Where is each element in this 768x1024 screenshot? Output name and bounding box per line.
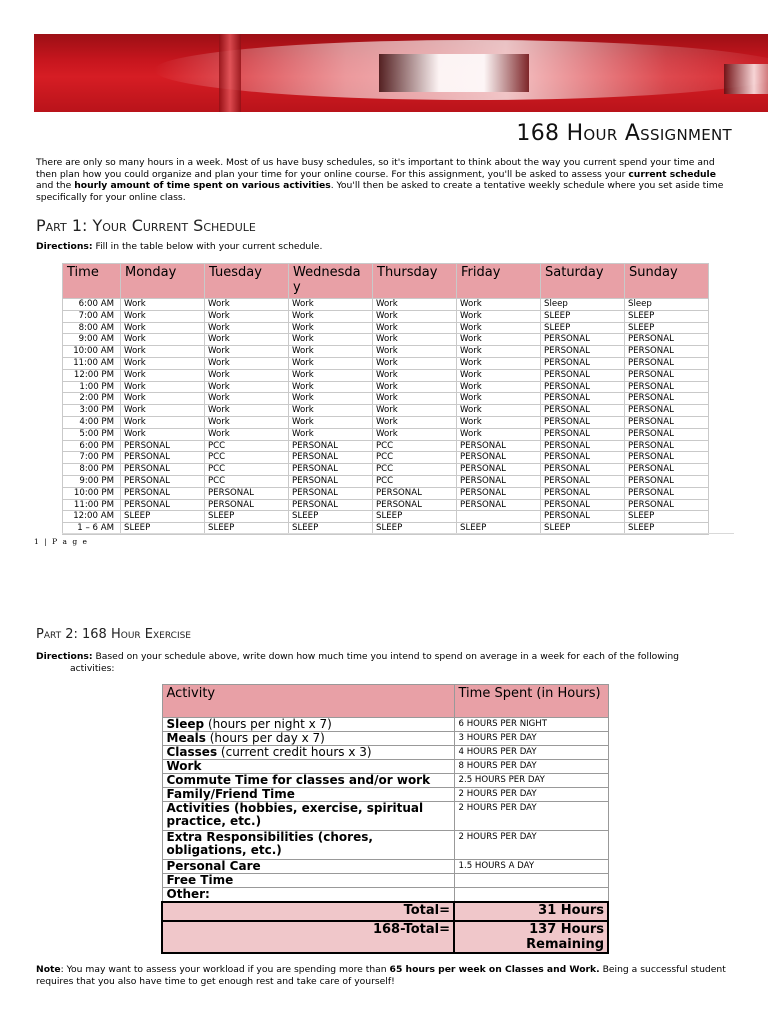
time-spent-cell[interactable]: 2 HOURS PER DAY — [454, 788, 608, 802]
schedule-cell: Work — [289, 322, 373, 334]
schedule-row — [63, 346, 709, 358]
schedule-cell: Work — [373, 322, 457, 334]
schedule-cell: Work — [457, 416, 541, 428]
part1-heading: Part 1: Your Current Schedule — [36, 216, 256, 235]
schedule-cell: Work — [289, 357, 373, 369]
schedule-cell: PCC — [205, 440, 289, 452]
schedule-cell: Work — [205, 393, 289, 405]
schedule-cell: PERSONAL — [121, 475, 205, 487]
schedule-cell: SLEEP — [289, 523, 373, 535]
remaining-label: 168-Total= — [162, 921, 454, 953]
schedule-cell: PERSONAL — [541, 440, 625, 452]
time-spent-cell[interactable]: 2 HOURS PER DAY — [454, 802, 608, 831]
schedule-cell: SLEEP — [625, 322, 709, 334]
intro-text: There are only so many hours in a week. Most of us have busy schedules, so it's important to think about the way you current spend your time and then plan how you could organize and plan your time for your online course. For this assignment, you'll be asked to assess your — [36, 157, 715, 180]
activity-label — [162, 802, 454, 831]
schedule-cell: PERSONAL — [289, 475, 373, 487]
schedule-row — [63, 310, 709, 322]
schedule-cell: Work — [205, 346, 289, 358]
schedule-row — [63, 322, 709, 334]
schedule-cell: PERSONAL — [373, 499, 457, 511]
schedule-cell: Work — [457, 334, 541, 346]
total-value: 31 Hours — [454, 902, 608, 921]
schedule-cell: Work — [121, 310, 205, 322]
schedule-cell: Work — [457, 322, 541, 334]
schedule-cell: SLEEP — [541, 322, 625, 334]
schedule-cell: PERSONAL — [541, 499, 625, 511]
schedule-cell: PERSONAL — [541, 416, 625, 428]
activity-detail: (hours per day x 7) — [205, 731, 325, 745]
schedule-cell: PERSONAL — [121, 464, 205, 476]
activity-row — [162, 746, 608, 760]
activity-label — [162, 718, 454, 732]
schedule-cell: Work — [121, 357, 205, 369]
schedule-cell: Work — [289, 346, 373, 358]
schedule-cell: Work — [373, 369, 457, 381]
activity-label — [162, 788, 454, 802]
schedule-cell — [457, 511, 541, 523]
time-spent-cell[interactable] — [454, 874, 608, 888]
directions-label: Directions: — [36, 651, 93, 662]
schedule-row — [63, 511, 709, 523]
activity-row — [162, 718, 608, 732]
schedule-cell: PERSONAL — [541, 334, 625, 346]
activity-row — [162, 774, 608, 788]
schedule-cell: Work — [205, 322, 289, 334]
schedule-cell: Work — [289, 369, 373, 381]
schedule-row — [63, 393, 709, 405]
schedule-cell: SLEEP — [541, 310, 625, 322]
schedule-cell: PERSONAL — [541, 428, 625, 440]
activity-name: Sleep — [166, 717, 205, 731]
schedule-cell: PERSONAL — [541, 405, 625, 417]
time-cell: 5:00 PM — [63, 428, 121, 440]
schedule-cell: PERSONAL — [289, 464, 373, 476]
schedule-cell: Work — [457, 428, 541, 440]
schedule-row — [63, 452, 709, 464]
schedule-cell: Work — [289, 416, 373, 428]
schedule-cell: PERSONAL — [625, 346, 709, 358]
schedule-cell: Work — [121, 334, 205, 346]
schedule-cell: PERSONAL — [541, 464, 625, 476]
schedule-cell: PERSONAL — [541, 511, 625, 523]
schedule-cell: PERSONAL — [121, 487, 205, 499]
schedule-cell: Work — [373, 405, 457, 417]
schedule-cell: SLEEP — [457, 523, 541, 535]
activity-name: Family/Friend Time — [166, 787, 295, 801]
schedule-cell: SLEEP — [121, 511, 205, 523]
schedule-cell: PERSONAL — [121, 440, 205, 452]
activity-name: Commute Time for classes and/or work — [166, 773, 431, 787]
time-spent-cell[interactable]: 2 HOURS PER DAY — [454, 831, 608, 860]
schedule-cell: PERSONAL — [289, 487, 373, 499]
time-cell: 11:00 AM — [63, 357, 121, 369]
activity-name: Other: — [166, 887, 210, 901]
activity-row — [162, 831, 608, 860]
schedule-cell: Work — [373, 357, 457, 369]
activity-row — [162, 732, 608, 746]
time-cell: 6:00 PM — [63, 440, 121, 452]
activity-label — [162, 831, 454, 860]
schedule-cell: SLEEP — [289, 511, 373, 523]
schedule-row — [63, 464, 709, 476]
schedule-row — [63, 334, 709, 346]
col-header: Tuesday — [205, 264, 289, 299]
schedule-cell: PERSONAL — [457, 499, 541, 511]
activity-name: Activities (hobbies, exercise, spiritual practice, etc.) — [166, 801, 424, 828]
schedule-cell: Work — [457, 299, 541, 311]
schedule-cell: PERSONAL — [625, 381, 709, 393]
activity-table — [161, 684, 609, 954]
col-header: Friday — [457, 264, 541, 299]
directions-text: Based on your schedule above, write down how much time you intend to spend on average in a week for each of the following — [92, 651, 679, 662]
schedule-cell: PERSONAL — [457, 475, 541, 487]
schedule-row — [63, 475, 709, 487]
schedule-cell: Work — [373, 346, 457, 358]
schedule-row — [63, 369, 709, 381]
schedule-cell: Work — [205, 428, 289, 440]
schedule-cell: Work — [289, 393, 373, 405]
schedule-cell: PERSONAL — [625, 334, 709, 346]
activity-name: Personal Care — [166, 859, 261, 873]
schedule-cell: Work — [457, 357, 541, 369]
activity-label — [162, 732, 454, 746]
time-cell: 2:00 PM — [63, 393, 121, 405]
intro-paragraph — [36, 157, 736, 203]
schedule-row — [63, 357, 709, 369]
schedule-cell: Work — [457, 369, 541, 381]
schedule-cell: Work — [373, 381, 457, 393]
schedule-cell: Work — [373, 393, 457, 405]
schedule-cell: Work — [457, 381, 541, 393]
page-title: 168 Hour Assignment — [516, 121, 732, 146]
schedule-cell: SLEEP — [625, 523, 709, 535]
activity-label — [162, 774, 454, 788]
schedule-cell: Work — [121, 428, 205, 440]
schedule-cell: PERSONAL — [541, 369, 625, 381]
time-cell: 8:00 PM — [63, 464, 121, 476]
schedule-cell: PERSONAL — [205, 499, 289, 511]
activity-label — [162, 860, 454, 874]
schedule-cell: PERSONAL — [541, 452, 625, 464]
activity-label — [162, 760, 454, 774]
schedule-cell: SLEEP — [625, 310, 709, 322]
time-cell: 4:00 PM — [63, 416, 121, 428]
schedule-cell: Work — [373, 310, 457, 322]
time-spent-cell[interactable]: 6 HOURS PER NIGHT — [454, 718, 608, 732]
activity-name: Work — [166, 759, 202, 773]
schedule-cell: Work — [457, 346, 541, 358]
activity-col-header: Activity — [162, 685, 454, 718]
time-cell: 12:00 AM — [63, 511, 121, 523]
schedule-row — [63, 428, 709, 440]
schedule-header-row — [63, 264, 709, 299]
schedule-cell: Work — [121, 346, 205, 358]
activity-label — [162, 888, 454, 903]
activity-row — [162, 802, 608, 831]
time-spent-cell[interactable]: 2.5 HOURS PER DAY — [454, 774, 608, 788]
activity-header-row — [162, 685, 608, 718]
remaining-row — [162, 921, 608, 953]
schedule-cell: PCC — [205, 475, 289, 487]
activity-row — [162, 860, 608, 874]
schedule-cell: PERSONAL — [457, 464, 541, 476]
time-cell: 1 – 6 AM — [63, 523, 121, 535]
schedule-cell: Sleep — [625, 299, 709, 311]
page-number: 1 | P a g e — [34, 537, 89, 546]
schedule-cell: PERSONAL — [373, 487, 457, 499]
intro-bold: current schedule — [628, 168, 716, 180]
time-cell: 10:00 AM — [63, 346, 121, 358]
schedule-cell: Work — [205, 310, 289, 322]
schedule-cell: PERSONAL — [625, 369, 709, 381]
schedule-row — [63, 299, 709, 311]
note-paragraph — [36, 964, 746, 987]
schedule-cell: Work — [121, 369, 205, 381]
schedule-cell: Work — [121, 381, 205, 393]
schedule-cell: Work — [121, 416, 205, 428]
schedule-cell: Work — [457, 393, 541, 405]
schedule-cell: Work — [205, 405, 289, 417]
activity-name: Extra Responsibilities (chores, obligations, etc.) — [166, 830, 373, 857]
part2-heading: Part 2: 168 Hour Exercise — [36, 627, 191, 642]
activity-detail: (current credit hours x 3) — [217, 745, 372, 759]
schedule-cell: PERSONAL — [625, 487, 709, 499]
activity-label — [162, 746, 454, 760]
schedule-cell: PERSONAL — [625, 440, 709, 452]
schedule-cell: Work — [205, 357, 289, 369]
schedule-cell: PERSONAL — [625, 464, 709, 476]
activity-name: Meals — [166, 731, 206, 745]
schedule-cell: Work — [289, 334, 373, 346]
schedule-cell: PERSONAL — [541, 475, 625, 487]
time-cell: 3:00 PM — [63, 405, 121, 417]
activity-row — [162, 888, 608, 903]
note-label: Note — [36, 964, 61, 975]
remaining-value: 137 Hours Remaining — [454, 921, 608, 953]
schedule-cell: PERSONAL — [625, 393, 709, 405]
directions-label: Directions: — [36, 241, 93, 252]
schedule-cell: PCC — [373, 475, 457, 487]
schedule-cell: PCC — [205, 452, 289, 464]
col-header: Time — [63, 264, 121, 299]
schedule-cell: PERSONAL — [541, 346, 625, 358]
time-cell: 11:00 PM — [63, 499, 121, 511]
schedule-cell: Work — [121, 405, 205, 417]
schedule-row — [63, 381, 709, 393]
schedule-cell: Work — [121, 299, 205, 311]
note-text: : You may want to assess your workload if you are spending more than — [60, 964, 390, 975]
col-header: Monday — [121, 264, 205, 299]
banner-stripe — [219, 34, 241, 112]
schedule-cell: SLEEP — [625, 511, 709, 523]
schedule-cell: Work — [121, 322, 205, 334]
schedule-cell: Work — [457, 405, 541, 417]
time-cell: 12:00 PM — [63, 369, 121, 381]
schedule-cell: PERSONAL — [541, 381, 625, 393]
schedule-cell: Work — [205, 416, 289, 428]
intro-text: . You'll then be asked to create a tentative weekly schedule where you set aside time specifically for your online class. — [36, 180, 724, 203]
schedule-cell: SLEEP — [205, 511, 289, 523]
schedule-row — [63, 416, 709, 428]
schedule-row — [63, 499, 709, 511]
schedule-cell: PERSONAL — [625, 405, 709, 417]
banner-stripe — [379, 54, 529, 92]
time-spent-cell[interactable] — [454, 888, 608, 903]
time-cell: 7:00 AM — [63, 310, 121, 322]
schedule-cell: SLEEP — [373, 523, 457, 535]
schedule-cell: PERSONAL — [289, 440, 373, 452]
schedule-cell: PCC — [205, 464, 289, 476]
schedule-cell: Work — [205, 299, 289, 311]
time-spent-cell[interactable]: 1.5 HOURS A DAY — [454, 860, 608, 874]
schedule-cell: PERSONAL — [625, 499, 709, 511]
schedule-cell: Work — [457, 310, 541, 322]
schedule-cell: PERSONAL — [541, 487, 625, 499]
col-header: Saturday — [541, 264, 625, 299]
schedule-cell: SLEEP — [541, 523, 625, 535]
activity-row — [162, 874, 608, 888]
schedule-cell: PERSONAL — [541, 357, 625, 369]
schedule-row — [63, 440, 709, 452]
schedule-row — [63, 405, 709, 417]
schedule-cell: Work — [289, 299, 373, 311]
schedule-cell: SLEEP — [205, 523, 289, 535]
time-cell: 9:00 AM — [63, 334, 121, 346]
schedule-cell: PERSONAL — [457, 487, 541, 499]
schedule-cell: Work — [289, 428, 373, 440]
total-label: Total= — [162, 902, 454, 921]
schedule-cell: Work — [121, 393, 205, 405]
activity-row — [162, 788, 608, 802]
schedule-cell: PERSONAL — [289, 452, 373, 464]
activity-row — [162, 760, 608, 774]
time-cell: 1:00 PM — [63, 381, 121, 393]
schedule-cell: SLEEP — [121, 523, 205, 535]
time-spent-cell[interactable]: 3 HOURS PER DAY — [454, 732, 608, 746]
time-cell: 10:00 PM — [63, 487, 121, 499]
schedule-cell: Work — [373, 334, 457, 346]
directions-text: activities: — [70, 662, 115, 674]
col-header: Wednesday — [289, 264, 373, 299]
schedule-cell: Work — [205, 334, 289, 346]
schedule-cell: Work — [205, 381, 289, 393]
schedule-cell: Work — [289, 381, 373, 393]
schedule-cell: Work — [205, 369, 289, 381]
note-text: Being a successful student requires that you also have time to get enough rest and take care of yourself! — [36, 964, 726, 987]
activity-detail: (hours per night x 7) — [204, 717, 332, 731]
total-row — [162, 902, 608, 921]
activity-name: Classes — [166, 745, 218, 759]
schedule-cell: Work — [289, 405, 373, 417]
col-header: Thursday — [373, 264, 457, 299]
banner-stripe — [724, 64, 768, 94]
part1-directions — [36, 241, 322, 253]
activity-label — [162, 874, 454, 888]
schedule-cell: PERSONAL — [625, 428, 709, 440]
schedule-cell: Work — [373, 416, 457, 428]
intro-text: and the — [36, 180, 75, 192]
schedule-cell: Work — [373, 428, 457, 440]
schedule-cell: PCC — [373, 452, 457, 464]
activity-name: Free Time — [166, 873, 234, 887]
schedule-cell: PERSONAL — [457, 440, 541, 452]
time-cell: 7:00 PM — [63, 452, 121, 464]
time-cell: 9:00 PM — [63, 475, 121, 487]
schedule-cell: PCC — [373, 440, 457, 452]
col-header: Sunday — [625, 264, 709, 299]
schedule-row — [63, 487, 709, 499]
schedule-cell: PERSONAL — [625, 452, 709, 464]
schedule-cell: PCC — [373, 464, 457, 476]
intro-bold: hourly amount of time spent on various activities — [74, 180, 331, 192]
directions-text: Fill in the table below with your current schedule. — [92, 241, 323, 252]
page-divider — [62, 533, 734, 534]
schedule-cell: PERSONAL — [625, 416, 709, 428]
time-spent-cell[interactable]: 4 HOURS PER DAY — [454, 746, 608, 760]
schedule-cell: Work — [289, 310, 373, 322]
time-cell: 8:00 AM — [63, 322, 121, 334]
time-spent-cell[interactable]: 8 HOURS PER DAY — [454, 760, 608, 774]
schedule-cell: PERSONAL — [205, 487, 289, 499]
schedule-cell: Work — [373, 299, 457, 311]
schedule-cell: PERSONAL — [625, 475, 709, 487]
note-bold: 65 hours per week on Classes and Work. — [389, 964, 600, 975]
schedule-cell: PERSONAL — [457, 452, 541, 464]
part2-directions — [36, 651, 736, 674]
header-banner — [34, 34, 768, 112]
schedule-cell: PERSONAL — [541, 393, 625, 405]
time-cell: 6:00 AM — [63, 299, 121, 311]
schedule-cell: PERSONAL — [625, 357, 709, 369]
schedule-cell: Sleep — [541, 299, 625, 311]
schedule-cell: PERSONAL — [289, 499, 373, 511]
time-col-header: Time Spent (in Hours) — [454, 685, 608, 718]
schedule-cell: PERSONAL — [121, 499, 205, 511]
schedule-cell: SLEEP — [373, 511, 457, 523]
schedule-table — [62, 263, 709, 535]
schedule-cell: PERSONAL — [121, 452, 205, 464]
